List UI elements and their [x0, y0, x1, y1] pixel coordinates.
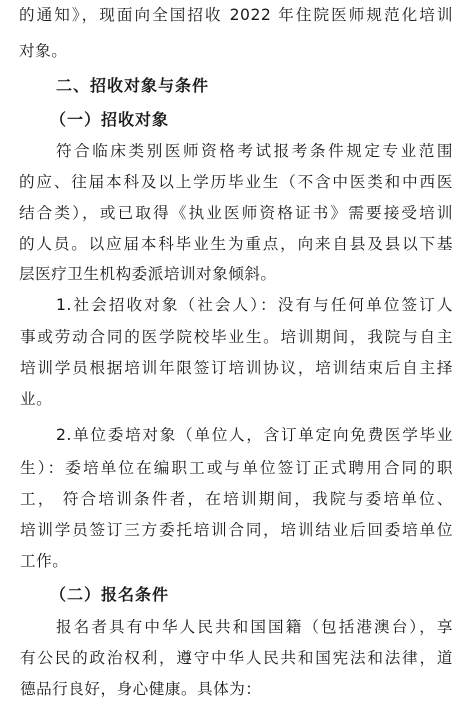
paragraph-3-line-3: 工， 符合培训条件者，在培训期间，我院与委培单位、	[20, 490, 453, 508]
subsection-heading-2: （二）报名条件	[50, 585, 170, 604]
section-heading: 二、招收对象与条件	[56, 76, 210, 95]
paragraph-2-line-1: 1.社会招收对象（社会人）：没有与任何单位签订人	[56, 296, 453, 314]
paragraph-1-line-2: 的应、往届本科及以上学历毕业生（不含中医类和中西医	[19, 173, 453, 191]
paragraph-2-line-4: 业。	[20, 390, 53, 408]
paragraph-4-line-2: 有公民的政治权利，遵守中华人民共和国宪法和法律，道	[20, 649, 453, 667]
subsection-heading-1: （一）招收对象	[50, 110, 170, 129]
text-line-intro-1: 的通知》，现面向全国招收 2022 年住院医师规范化培训	[19, 6, 453, 24]
paragraph-4-line-3: 德品行良好，身心健康。具体为：	[20, 680, 262, 698]
paragraph-3-line-4: 培训学员签订三方委托培训合同，培训结业后回委培单位	[20, 521, 453, 539]
paragraph-1-line-5: 层医疗卫生机构委派培训对象倾斜。	[19, 265, 277, 283]
paragraph-3-line-2: 生）：委培单位在编职工或与单位签订正式聘用合同的职	[20, 459, 453, 477]
paragraph-2-line-3: 培训学员根据培训年限签订培训协议，培训结束后自主择	[20, 359, 453, 377]
text-line-intro-2: 对象。	[19, 42, 68, 60]
paragraph-1-line-4: 的人员。以应届本科毕业生为重点，向来自县及县以下基	[19, 235, 453, 253]
paragraph-1-line-1: 符合临床类别医师资格考试报考条件规定专业范围	[56, 142, 453, 160]
paragraph-3-line-5: 工作。	[20, 552, 69, 570]
paragraph-3-line-1: 2.单位委培对象（单位人，含订单定向免费医学毕业	[56, 426, 453, 444]
paragraph-1-line-3: 结合类），或已取得《执业医师资格证书》需要接受培训	[19, 204, 453, 222]
paragraph-2-line-2: 事或劳动合同的医学院校毕业生。培训期间，我院与自主	[20, 328, 453, 346]
paragraph-4-line-1: 报名者具有中华人民共和国国籍（包括港澳台），享	[56, 618, 453, 636]
